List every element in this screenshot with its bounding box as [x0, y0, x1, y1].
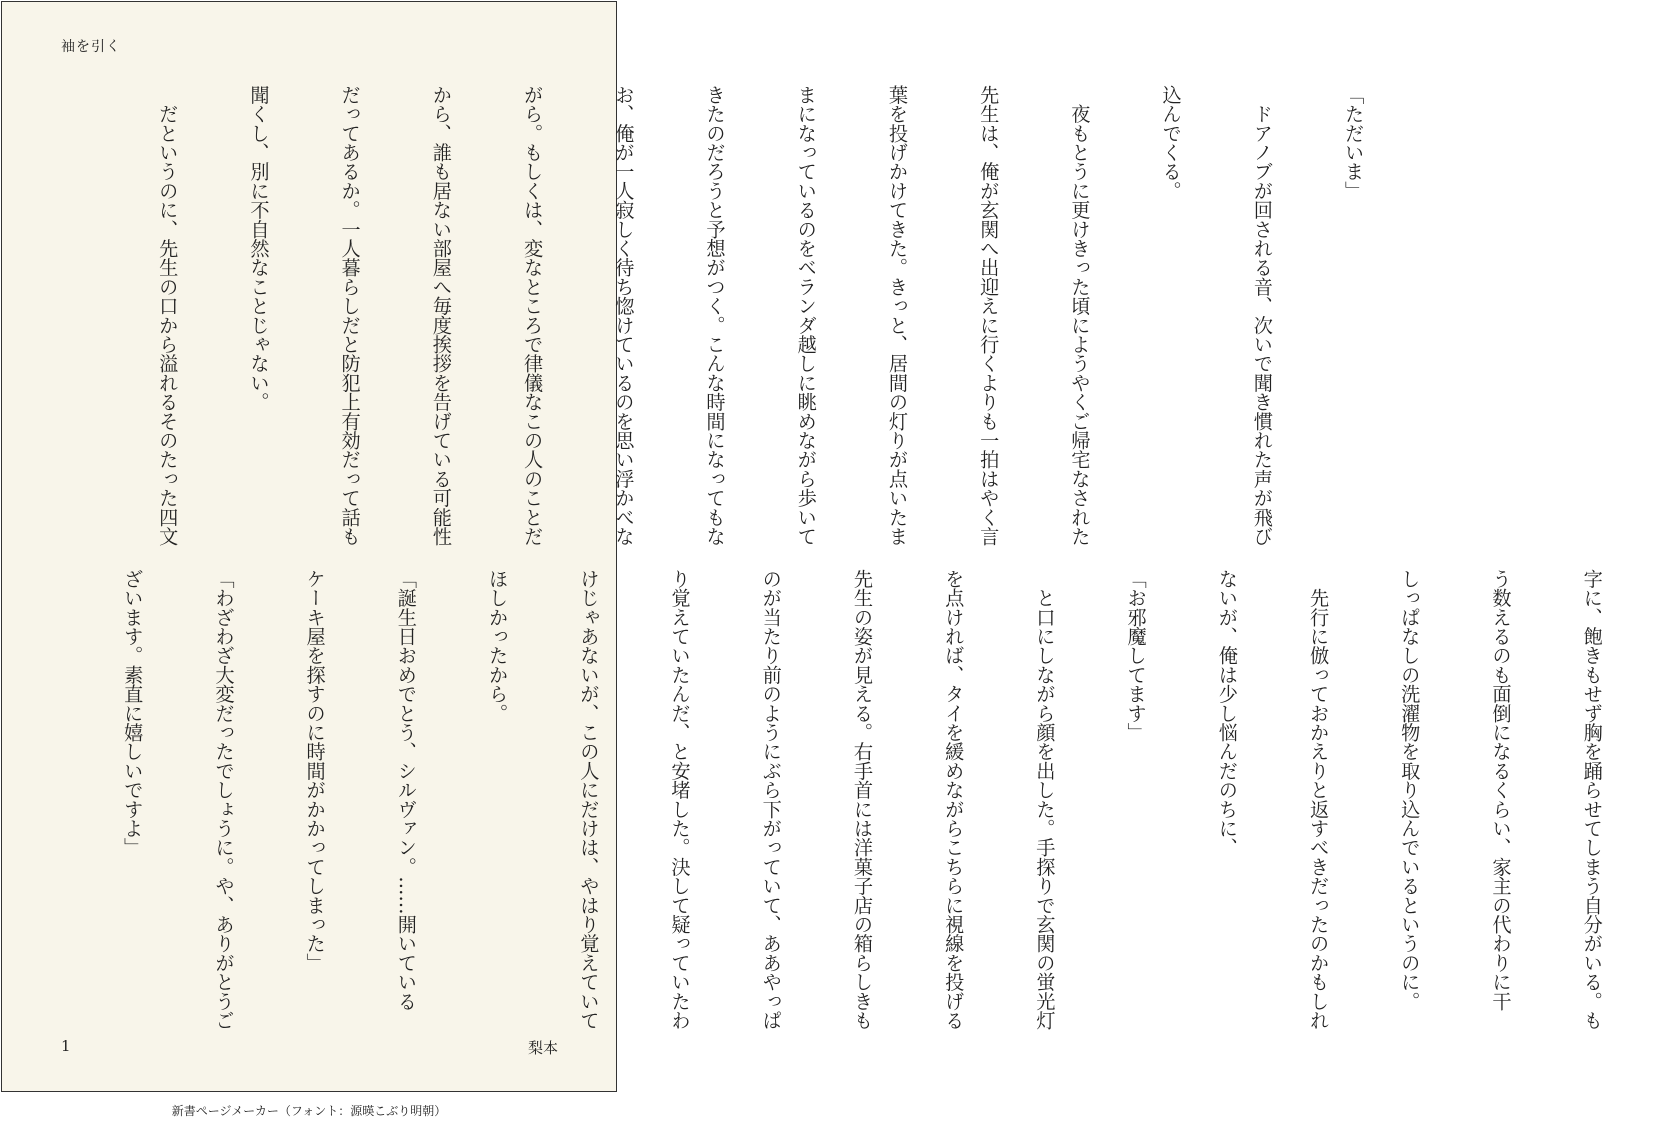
text-column: ざいます。素直に嬉しいですよ」 [121, 569, 145, 857]
text-column: を点ければ、タイを緩めながらこちらに視線を投げる [942, 569, 966, 1030]
text-column: お、俺が一人寂しく待ち惚けているのを思い浮かべな [612, 85, 636, 546]
footer-credit: 新書ページメーカー（フォント：源暎こぶり明朝） [171, 1104, 447, 1118]
text-column: う数えるのも面倒になるくらい、家主の代わりに干 [1489, 569, 1513, 1011]
text-column: ケーキ屋を探すのに時間がかかってしまった」 [303, 569, 327, 973]
text-column: ほしかったから。 [486, 569, 510, 723]
text-column: 込んでくる。 [1159, 85, 1183, 201]
text-column: がら。もしくは、変なところで律儀なこの人のことだ [521, 85, 545, 546]
text-column: と口にしながら顔を出した。手探りで玄関の蛍光灯 [1033, 569, 1057, 1030]
text-column: まになっているのをベランダ越しに眺めながら歩いて [794, 85, 818, 546]
text-column: のが当たり前のようにぶら下がっていて、ああやっぱ [759, 569, 783, 1030]
text-column: ないが、俺は少し悩んだのちに、 [1215, 569, 1239, 857]
text-column: 「お邪魔してます」 [1124, 569, 1148, 742]
text-block-top [91, 85, 1429, 546]
text-column: だというのに、先生の口から溢れるそのたった四文 [156, 85, 180, 546]
text-column: 「ただいま」 [1342, 85, 1366, 201]
text-column: きたのだろうと予想がつく。こんな時間になってもな [703, 85, 727, 546]
text-column: 字に、飽きもせず胸を踊らせてしまう自分がいる。も [1580, 569, 1604, 1030]
page-number: 1 [61, 1037, 71, 1055]
text-column: 先行に倣っておかえりと返すべきだったのかもしれ [1307, 569, 1331, 1030]
text-column: 葉を投げかけてきた。きっと、居間の灯りが点いたま [885, 85, 909, 546]
text-column: り覚えていたんだ、と安堵した。決して疑っていたわ [668, 569, 692, 1030]
text-column: から、誰も居ない部屋へ毎度挨拶を告げている可能性 [429, 85, 453, 546]
text-column: 聞くし、別に不自然なことじゃない。 [247, 85, 271, 412]
author-name: 梨本 [528, 1039, 559, 1057]
text-column: しっぱなしの洗濯物を取り込んでいるというのに。 [1398, 569, 1422, 1011]
running-title: 袖を引く [61, 39, 121, 55]
text-column: けじゃあないが、この人にだけは、やはり覚えていて [577, 569, 601, 1030]
text-column: 先生の姿が見える。右手首には洋菓子店の箱らしきも [850, 569, 874, 1030]
book-page [1, 1, 1604, 1092]
text-block-bottom [56, 569, 1668, 1030]
text-column: 「わざわざ大変だったでしょうに。や、ありがとうご [212, 569, 236, 1030]
text-column: 「誕生日おめでとう、シルヴァン。……開いている [394, 569, 418, 1011]
text-column: ドアノブが回される音、次いで聞き慣れた声が飛び [1250, 85, 1274, 546]
text-column: だってあるか。一人暮らしだと防犯上有効だって話も [338, 85, 362, 546]
text-column: 先生は、俺が玄関へ出迎えに行くよりも一拍はやく言 [977, 85, 1001, 546]
text-column: 夜もとうに更けきった頃にようやくご帰宅なされた [1068, 85, 1092, 546]
